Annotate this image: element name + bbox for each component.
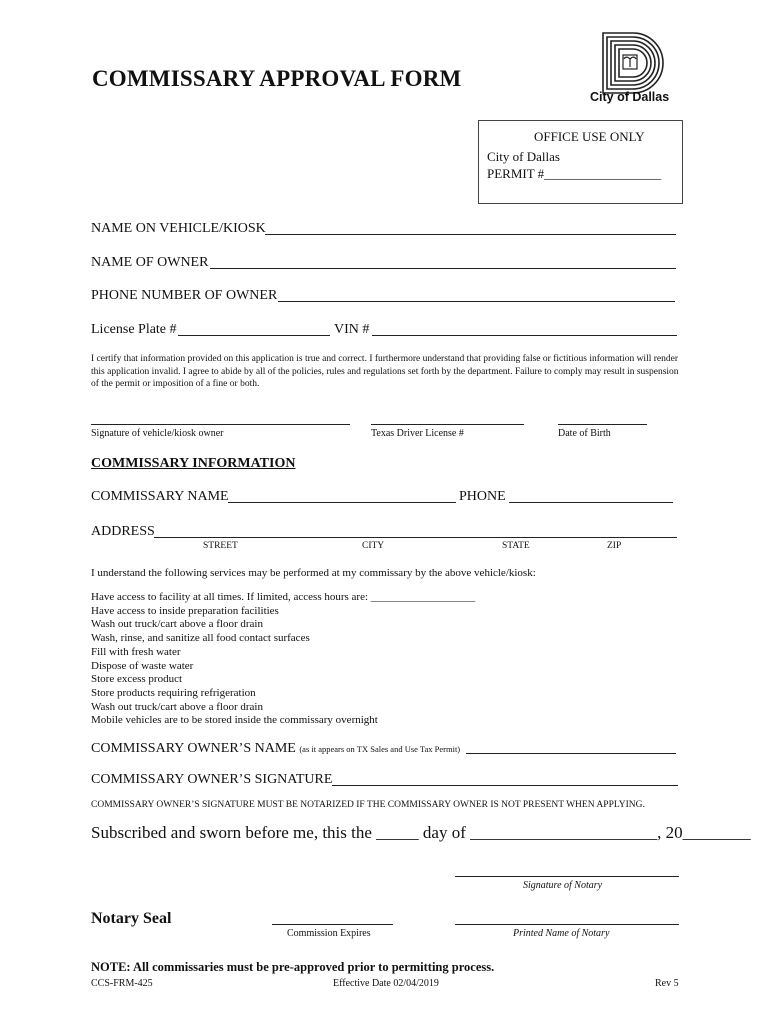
zip-label: ZIP <box>607 541 622 551</box>
sworn-statement[interactable]: Subscribed and sworn before me, this the _____ day of ______________________, 20________ <box>91 823 751 842</box>
commissary-phone-label: PHONE <box>459 489 506 504</box>
service-item: Mobile vehicles are to be stored inside the commissary overnight <box>91 714 378 727</box>
notary-signature-field[interactable] <box>455 876 679 877</box>
commissary-owner-signature-label: COMMISSARY OWNER’S SIGNATURE <box>91 772 333 787</box>
commissary-owner-name-label: COMMISSARY OWNER’S NAME <box>91 741 296 756</box>
notary-seal-label: Notary Seal <box>91 910 172 927</box>
commissary-name-field[interactable] <box>228 502 456 503</box>
permit-number-field[interactable]: PERMIT #__________________ <box>487 166 662 181</box>
services-intro: I understand the following services may be performed at my commissary by the above vehicle/kiosk: <box>91 567 536 579</box>
revision: Rev 5 <box>655 978 679 989</box>
city-label: CITY <box>362 541 385 551</box>
address-field[interactable] <box>154 537 677 538</box>
owner-name-label: NAME OF OWNER <box>91 255 209 270</box>
date-of-birth-label: Date of Birth <box>558 428 611 439</box>
date-of-birth-field[interactable] <box>558 424 647 425</box>
commissary-section-title: COMMISSARY INFORMATION <box>91 456 296 471</box>
effective-date: Effective Date 02/04/2019 <box>333 978 439 989</box>
vin-field[interactable] <box>372 335 677 336</box>
vehicle-name-field[interactable] <box>265 234 676 235</box>
driver-license-field[interactable] <box>371 424 524 425</box>
certification-text: I certify that information provided on this application is true and correct. I furthermore understand that providing false or fictitious information will render this application invalid. I agree to abide by all of the policies, rules and regulations set forth by the department. Failure to comply may result in suspension of the permit or imposition of a fine or both. <box>91 354 679 389</box>
pre-approval-note: NOTE: All commissaries must be pre-approved prior to permitting process. <box>91 960 495 974</box>
owner-name-heading <box>91 741 460 757</box>
notary-printed-name-label: Printed Name of Notary <box>513 928 610 939</box>
driver-license-label: Texas Driver License # <box>371 428 464 439</box>
services-list <box>91 591 475 728</box>
street-label: STREET <box>203 541 238 551</box>
form-title: COMMISSARY APPROVAL FORM <box>92 66 462 91</box>
service-item: Store excess product <box>91 673 183 686</box>
owner-name-field[interactable] <box>210 268 676 269</box>
commission-expires-field[interactable] <box>272 924 393 925</box>
commissary-name-label: COMMISSARY NAME <box>91 489 229 504</box>
commissary-owner-signature-field[interactable] <box>332 785 678 786</box>
license-plate-label: License Plate # <box>91 322 177 337</box>
service-item: Have access to facility at all times. If limited, access hours are: ___________________ <box>91 591 476 603</box>
owner-signature-label: Signature of vehicle/kiosk owner <box>91 428 224 439</box>
office-use-heading: OFFICE USE ONLY <box>534 129 645 144</box>
notarization-notice: COMMISSARY OWNER’S SIGNATURE MUST BE NOTARIZED IF THE COMMISSARY OWNER IS NOT PRESENT WHEN APPLYING. <box>91 800 645 810</box>
office-use-city: City of Dallas <box>487 149 560 164</box>
commissary-phone-field[interactable] <box>509 502 673 503</box>
service-item: Wash out truck/cart above a floor drain <box>91 618 263 631</box>
service-item: Wash out truck/cart above a floor drain <box>91 700 263 713</box>
service-item: Wash, rinse, and sanitize all food contact surfaces <box>91 632 310 645</box>
owner-phone-label: PHONE NUMBER OF OWNER <box>91 288 278 303</box>
service-item: Store products requiring refrigeration <box>91 686 256 699</box>
vehicle-name-label: NAME ON VEHICLE/KIOSK <box>91 221 266 236</box>
service-item: Fill with fresh water <box>91 645 181 658</box>
service-item: Have access to inside preparation facilities <box>91 604 279 617</box>
owner-phone-field[interactable] <box>278 301 675 302</box>
license-plate-field[interactable] <box>178 335 330 336</box>
notary-printed-name-field[interactable] <box>455 924 679 925</box>
logo-text: City of Dallas <box>590 90 670 104</box>
form-number: CCS-FRM-425 <box>91 978 153 989</box>
vin-label: VIN # <box>334 322 370 337</box>
commission-expires-label: Commission Expires <box>287 928 371 939</box>
owner-name-note: (as it appears on TX Sales and Use Tax Permit) <box>299 744 461 754</box>
notary-signature-label: Signature of Notary <box>523 880 603 891</box>
commissary-owner-name-field[interactable] <box>466 753 676 754</box>
service-item: Dispose of waste water <box>91 659 194 672</box>
state-label: STATE <box>502 541 530 551</box>
address-label: ADDRESS <box>91 524 155 539</box>
owner-signature-field[interactable] <box>91 424 350 425</box>
